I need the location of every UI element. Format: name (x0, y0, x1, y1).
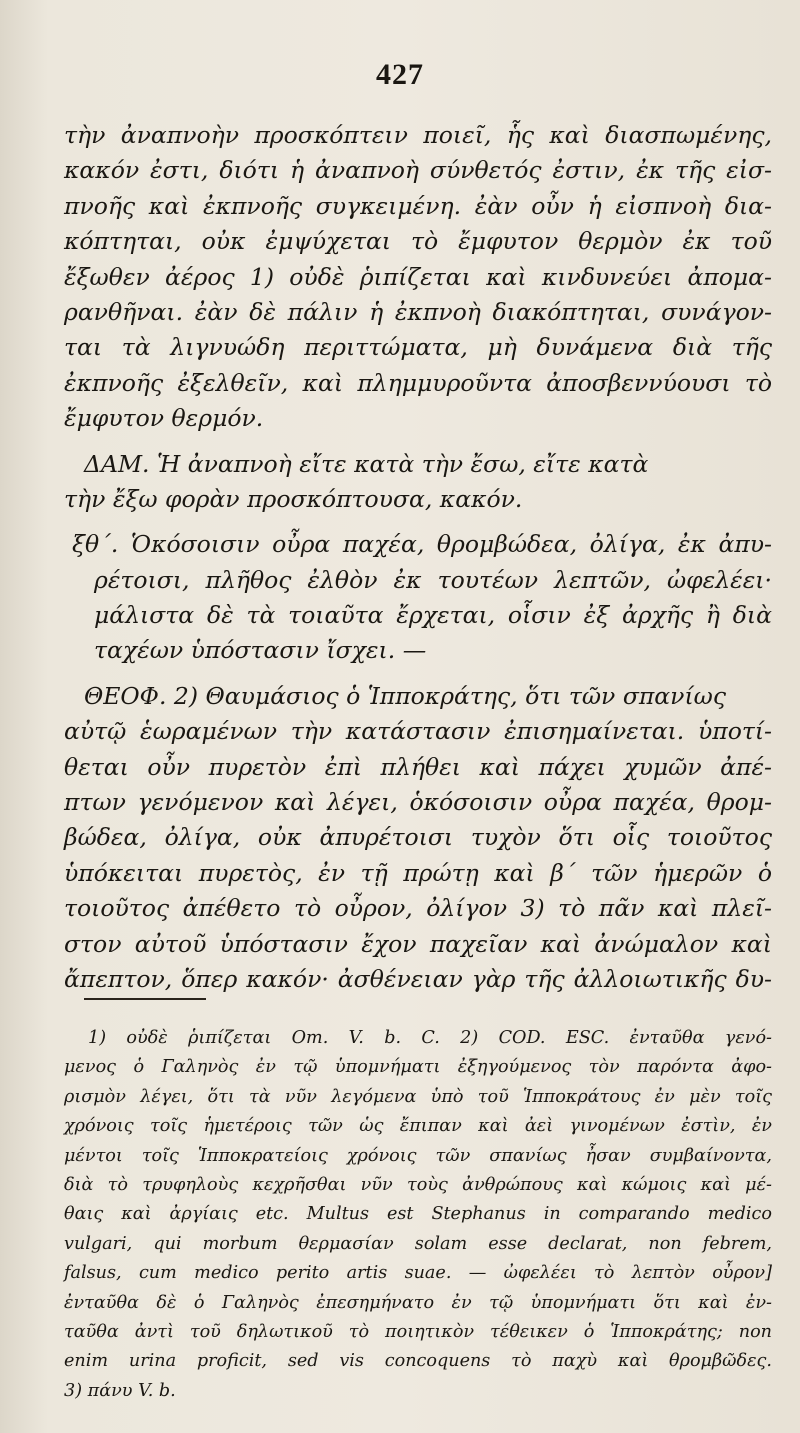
footnote-line: enim urina proficit, sed vis concoquens τὸ παχὺ καὶ θρομβῶδες. (64, 1351, 772, 1372)
footnote-line: falsus, cum medico perito artis suae. — ὠφελέει τὸ λεπτὸν οὖρον] (64, 1263, 772, 1284)
text-line: στον αὐτοῦ ὑπόστασιν ἔχον παχεῖαν καὶ ἀνώμαλον καὶ (64, 929, 772, 958)
text-line: τὴν ἀναπνοὴν προσκόπτειν ποιεῖ, ἧς καὶ διασπωμένης, (64, 121, 772, 149)
text-line: θεται οὖν πυρετὸν ἐπὶ πλήθει καὶ πάχει χυμῶν ἀπέ- (64, 752, 772, 781)
footnote-line: θαις καὶ ἀργίαις etc. Multus est Stephanus in comparando medico (64, 1204, 772, 1225)
text-line (64, 679, 772, 714)
text-line (64, 447, 772, 482)
text-line: ἄπεπτον, ὅπερ κακόν· ἀσθένειαν γὰρ τῆς ἀλλοιωτικῆς δυ- (64, 964, 772, 993)
text-line: μάλιστα δὲ τὰ τοιαῦτα ἔρχεται, οἷσιν ἐξ ἀρχῆς ἢ διὰ (94, 601, 772, 630)
text-line: ται τὰ λιγνυώδη περιττώματα, μὴ δυνάμενα διὰ τῆς (64, 333, 772, 362)
text-line: βώδεα, ὀλίγα, οὐκ ἀπυρέτοισι τυχὸν ὅτι οἷς τοιοῦτος (64, 823, 772, 852)
text-line: ἔξωθεν ἀέρος 1) οὐδὲ ῥιπίζεται καὶ κινδυνεύει ἀπομα- (64, 262, 772, 291)
footnote-rule (84, 998, 206, 1000)
footnote-line: μέντοι τοῖς Ἱπποκρατείοις χρόνοις τῶν σπανίως ἦσαν συμβαίνοντα, (64, 1145, 772, 1166)
footnotes (64, 1024, 772, 1406)
footnote-line: 1) οὐδὲ ῥιπίζεται Om. V. b. C. 2) COD. ESC. ἐνταῦθα γενό- (88, 1028, 772, 1048)
speaker-label: ΔΑΜ. (84, 449, 150, 478)
text-line: ρέτοισι, πλῆθος ἐλθὸν ἐκ τουτέων λεπτῶν, ὠφελέει· (94, 565, 772, 594)
speaker-label: ΘΕΟΦ. (84, 681, 167, 710)
text-line: κόπτηται, οὐκ ἐμψύχεται τὸ ἔμφυτον θερμὸν ἐκ τοῦ (64, 227, 772, 256)
text-line: ἔμφυτον θερμόν. (64, 404, 264, 433)
paragraph-1 (64, 118, 772, 437)
footnote-line: ἐνταῦθα δὲ ὁ Γαληνὸς ἐπεσημήνατο ἐν τῷ ὑπομνήματι ὅτι καὶ ἐν- (64, 1292, 772, 1313)
text-line: κακόν ἐστι, διότι ἡ ἀναπνοὴ σύνθετός ἐστιν, ἐκ τῆς εἰσ- (64, 156, 772, 185)
text-line: ξθ΄. Ὁκόσοισιν οὖρα παχέα, θρομβώδεα, ὀλίγα, ἐκ ἀπυ- (72, 530, 772, 559)
footnote-line: vulgari, qui morbum θερμασίαν solam esse declarat, non febrem, (64, 1233, 772, 1254)
text-line: ἐκπνοῆς ἐξελθεῖν, καὶ πλημμυροῦντα ἀποσβεννύουσι τὸ (64, 368, 772, 397)
text-span: Ἡ ἀναπνοὴ εἴτε κατὰ τὴν ἔσω, εἴτε κατὰ (149, 449, 649, 478)
text-line: πτων γενόμενον καὶ λέγει, ὁκόσοισιν οὖρα παχέα, θρομ- (64, 788, 772, 817)
footnote-line: ρισμὸν λέγει, ὅτι τὰ νῦν λεγόμενα ὑπὸ τοῦ Ἱπποκράτους ἐν μὲν τοῖς (64, 1086, 772, 1107)
footnote-line: χρόνοις τοῖς ἡμετέροις τῶν ὡς ἔπιπαν καὶ ἀεὶ γινομένων ἐστὶν, ἐν (64, 1116, 772, 1137)
text-line: ρανθῆναι. ἐὰν δὲ πάλιν ἡ ἐκπνοὴ διακόπτηται, συνάγον- (64, 297, 772, 326)
footnote-line: ταῦθα ἀντὶ τοῦ δηλωτικοῦ τὸ ποιητικὸν τέθεικεν ὁ Ἱπποκράτης; non (64, 1321, 772, 1342)
text-line: ταχέων ὑπόστασιν ἴσχει. — (94, 636, 427, 665)
text-line: πνοῆς καὶ ἐκπνοῆς συγκειμένη. ἐὰν οὖν ἡ εἰσπνοὴ δια- (64, 191, 772, 220)
paragraph-3 (64, 527, 772, 669)
footnote-line: μενος ὁ Γαληνὸς ἐν τῷ ὑπομνήματι ἐξηγούμενος τὸν παρόντα ἀφο- (64, 1057, 772, 1078)
main-text (64, 118, 772, 997)
text-line: αὐτῷ ἑωραμένων τὴν κατάστασιν ἐπισημαίνεται. ὑποτί- (64, 717, 772, 746)
page-number: 427 (376, 58, 424, 91)
text-span: 2) Θαυμάσιος ὁ Ἱπποκράτης, ὅτι τῶν σπανίως (166, 681, 726, 710)
paragraph-2 (64, 447, 772, 518)
text-line: τὴν ἔξω φορὰν προσκόπτουσα, κακόν. (64, 484, 523, 513)
footnote-line: διὰ τὸ τρυφηλοὺς κεχρῆσθαι νῦν τοὺς ἀνθρώπους καὶ κώμοις καὶ μέ- (64, 1174, 772, 1195)
paragraph-4 (64, 679, 772, 998)
footnote-line: 3) πάνυ V. b. (64, 1380, 176, 1401)
text-line: ὑπόκειται πυρετὸς, ἐν τῇ πρώτῃ καὶ β΄ τῶν ἡμερῶν ὁ (64, 858, 772, 887)
text-line: τοιοῦτος ἀπέθετο τὸ οὖρον, ὀλίγον 3) τὸ πᾶν καὶ πλεῖ- (64, 894, 772, 923)
